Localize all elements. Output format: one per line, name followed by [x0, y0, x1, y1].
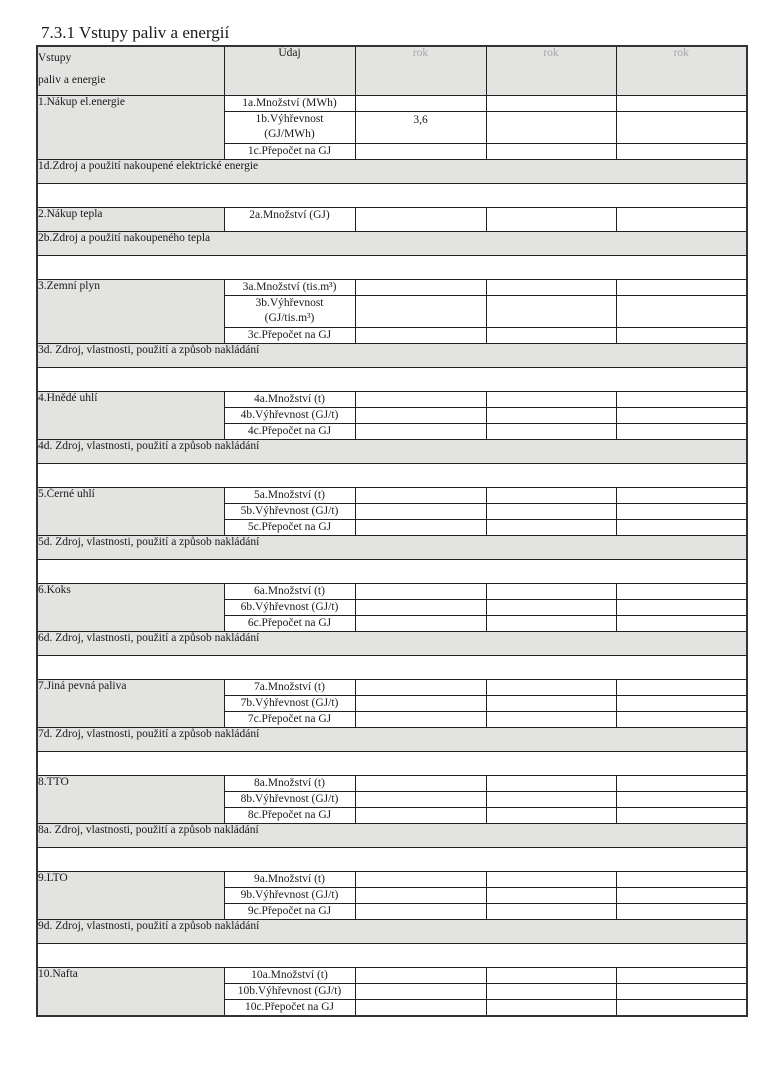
fuel-name: 10.Nafta	[37, 968, 224, 1017]
sub-label: 5b.Výhřevnost (GJ/t)	[224, 504, 355, 520]
value-cell[interactable]	[486, 696, 616, 712]
value-cell[interactable]	[486, 968, 616, 984]
section-heading: 7d. Zdroj, vlastnosti, použití a způsob nakládání	[37, 728, 747, 752]
section-text-field[interactable]	[37, 656, 747, 680]
value-cell[interactable]	[616, 328, 747, 344]
value-cell[interactable]	[616, 96, 747, 112]
table-row	[37, 488, 747, 504]
fuel-name: 2.Nákup tepla	[37, 208, 224, 232]
value-cell[interactable]	[355, 888, 486, 904]
value-cell[interactable]	[355, 328, 486, 344]
value-cell[interactable]	[355, 712, 486, 728]
value-cell[interactable]	[355, 696, 486, 712]
value-cell[interactable]	[616, 808, 747, 824]
value-cell[interactable]	[486, 680, 616, 696]
value-cell[interactable]	[355, 872, 486, 888]
value-cell[interactable]	[355, 280, 486, 296]
section-heading: 2b.Zdroj a použití nakoupeného tepla	[37, 232, 747, 256]
sub-label: 10c.Přepočet na GJ	[224, 1000, 355, 1017]
sub-label: 3c.Přepočet na GJ	[224, 328, 355, 344]
table-row	[37, 680, 747, 696]
value-cell[interactable]	[355, 296, 486, 328]
value-cell[interactable]	[355, 408, 486, 424]
value-cell[interactable]	[486, 792, 616, 808]
section-heading: 5d. Zdroj, vlastnosti, použití a způsob nakládání	[37, 536, 747, 560]
header-inputs-line1: Vstupy	[38, 52, 72, 64]
section-text-field[interactable]	[37, 464, 747, 488]
value-cell[interactable]	[616, 984, 747, 1000]
value-cell[interactable]	[486, 328, 616, 344]
section-heading: 3d. Zdroj, vlastnosti, použití a způsob nakládání	[37, 344, 747, 368]
section-text-field[interactable]	[37, 560, 747, 584]
value-cell[interactable]	[486, 296, 616, 328]
table-row	[37, 280, 747, 296]
value-cell[interactable]	[616, 792, 747, 808]
sub-label-line1: 3b.Výhřevnost	[255, 297, 324, 309]
value-cell[interactable]	[486, 280, 616, 296]
value-cell[interactable]	[616, 680, 747, 696]
value-cell[interactable]	[355, 776, 486, 792]
fuel-name: 9.LTO	[37, 872, 224, 920]
value-cell[interactable]	[355, 968, 486, 984]
value-cell[interactable]	[616, 208, 747, 232]
section-text-field[interactable]	[37, 944, 747, 968]
sub-label-line2: (GJ/MWh)	[264, 128, 315, 140]
header-year-2: rok	[486, 46, 616, 96]
section-heading: 8a. Zdroj, vlastnosti, použití a způsob nakládání	[37, 824, 747, 848]
fuel-name: 4.Hnědé uhlí	[37, 392, 224, 440]
value-cell[interactable]	[355, 808, 486, 824]
table-row	[37, 872, 747, 888]
sub-label	[224, 112, 355, 144]
value-cell[interactable]	[616, 408, 747, 424]
value-cell[interactable]	[355, 1000, 486, 1017]
value-cell[interactable]	[616, 488, 747, 504]
value-cell[interactable]	[486, 904, 616, 920]
value-cell[interactable]	[486, 888, 616, 904]
value-cell[interactable]: 3,6	[355, 112, 486, 144]
sub-label: 1c.Přepočet na GJ	[224, 144, 355, 160]
value-cell[interactable]	[616, 904, 747, 920]
value-cell[interactable]	[616, 424, 747, 440]
fuel-name: 1.Nákup el.energie	[37, 96, 224, 160]
value-cell[interactable]	[486, 112, 616, 144]
value-cell[interactable]	[355, 600, 486, 616]
sub-label: 7c.Přepočet na GJ	[224, 712, 355, 728]
value-cell[interactable]	[616, 600, 747, 616]
sub-label: 5c.Přepočet na GJ	[224, 520, 355, 536]
section-heading: 6d. Zdroj, vlastnosti, použití a způsob nakládání	[37, 632, 747, 656]
table-row	[37, 776, 747, 792]
sub-label: 4b.Výhřevnost (GJ/t)	[224, 408, 355, 424]
value-cell[interactable]	[355, 96, 486, 112]
value-cell[interactable]	[355, 904, 486, 920]
value-cell[interactable]	[616, 968, 747, 984]
sub-label-line1: 1b.Výhřevnost	[255, 113, 324, 125]
table-row	[37, 96, 747, 112]
value-cell[interactable]	[355, 792, 486, 808]
header-year-3: rok	[616, 46, 747, 96]
value-cell[interactable]	[355, 616, 486, 632]
value-cell[interactable]	[486, 424, 616, 440]
section-text-field[interactable]	[37, 848, 747, 872]
value-cell[interactable]	[486, 1000, 616, 1017]
header-inputs-cell	[37, 46, 224, 96]
header-inputs-line2: paliv a energie	[38, 74, 106, 86]
value-cell[interactable]	[355, 504, 486, 520]
value-cell[interactable]	[486, 808, 616, 824]
value-cell[interactable]	[616, 112, 747, 144]
section-text-field[interactable]	[37, 752, 747, 776]
value-cell[interactable]	[616, 504, 747, 520]
sub-label-line2: (GJ/tis.m³)	[264, 312, 315, 324]
sub-label: 10a.Množství (t)	[224, 968, 355, 984]
fuel-name: 3.Zemní plyn	[37, 280, 224, 344]
fuel-energy-input-table	[36, 45, 748, 1017]
sub-label: 7b.Výhřevnost (GJ/t)	[224, 696, 355, 712]
value-cell[interactable]	[486, 584, 616, 600]
header-udaj: Údaj	[224, 46, 355, 96]
fuel-name: 8.TTO	[37, 776, 224, 824]
sub-label: 2a.Množství (GJ)	[224, 208, 355, 232]
sub-label: 3a.Množství (tis.m³)	[224, 280, 355, 296]
value-cell[interactable]	[486, 392, 616, 408]
value-cell[interactable]	[616, 888, 747, 904]
section-heading: 9d. Zdroj, vlastnosti, použití a způsob nakládání	[37, 920, 747, 944]
header-year-1: rok	[355, 46, 486, 96]
value-cell[interactable]	[486, 488, 616, 504]
value-cell[interactable]	[486, 712, 616, 728]
value-cell[interactable]	[355, 680, 486, 696]
value-cell[interactable]	[616, 1000, 747, 1017]
value-cell[interactable]	[355, 144, 486, 160]
value-cell[interactable]	[355, 488, 486, 504]
value-cell[interactable]	[616, 280, 747, 296]
fuel-name: 6.Koks	[37, 584, 224, 632]
table-header-row	[37, 46, 747, 96]
section-text-field[interactable]	[37, 368, 747, 392]
value-cell[interactable]	[486, 520, 616, 536]
sub-label: 4a.Množství (t)	[224, 392, 355, 408]
value-cell[interactable]	[355, 520, 486, 536]
section-text-field[interactable]	[37, 256, 747, 280]
value-cell[interactable]	[616, 296, 747, 328]
value-cell[interactable]	[355, 984, 486, 1000]
value-cell[interactable]	[486, 208, 616, 232]
sub-label: 9a.Množství (t)	[224, 872, 355, 888]
fuel-name: 5.Černé uhlí	[37, 488, 224, 536]
value-cell[interactable]	[486, 96, 616, 112]
fuel-name: 7.Jiná pevná paliva	[37, 680, 224, 728]
value-cell[interactable]	[486, 144, 616, 160]
value-cell[interactable]	[616, 584, 747, 600]
value-cell[interactable]	[616, 616, 747, 632]
value-cell[interactable]	[355, 208, 486, 232]
value-cell[interactable]	[486, 504, 616, 520]
value-cell[interactable]	[616, 872, 747, 888]
value-cell[interactable]	[486, 984, 616, 1000]
value-cell[interactable]	[486, 616, 616, 632]
sub-label: 8b.Výhřevnost (GJ/t)	[224, 792, 355, 808]
sub-label: 10b.Výhřevnost (GJ/t)	[224, 984, 355, 1000]
section-heading: 1d.Zdroj a použití nakoupené elektrické energie	[37, 160, 747, 184]
value-cell[interactable]	[486, 776, 616, 792]
value-cell[interactable]	[616, 520, 747, 536]
sub-label: 5a.Množství (t)	[224, 488, 355, 504]
sub-label: 9b.Výhřevnost (GJ/t)	[224, 888, 355, 904]
sub-label: 9c.Přepočet na GJ	[224, 904, 355, 920]
value-cell[interactable]	[616, 392, 747, 408]
sub-label: 8c.Přepočet na GJ	[224, 808, 355, 824]
value-cell[interactable]	[616, 696, 747, 712]
sub-label: 1a.Množství (MWh)	[224, 96, 355, 112]
section-title: 7.3.1 Vstupy paliv a energií	[41, 23, 230, 42]
sub-label: 7a.Množství (t)	[224, 680, 355, 696]
sub-label: 8a.Množství (t)	[224, 776, 355, 792]
value-cell[interactable]	[355, 584, 486, 600]
value-cell[interactable]	[355, 424, 486, 440]
section-heading: 4d. Zdroj, vlastnosti, použití a způsob nakládání	[37, 440, 747, 464]
table-row	[37, 968, 747, 984]
value-cell[interactable]	[616, 712, 747, 728]
value-cell[interactable]	[616, 144, 747, 160]
value-cell[interactable]	[486, 600, 616, 616]
sub-label: 6a.Množství (t)	[224, 584, 355, 600]
sub-label	[224, 296, 355, 328]
value-cell[interactable]	[486, 872, 616, 888]
sub-label: 6c.Přepočet na GJ	[224, 616, 355, 632]
value-cell[interactable]	[355, 392, 486, 408]
table-row	[37, 392, 747, 408]
value-cell[interactable]	[616, 776, 747, 792]
sub-label: 4c.Přepočet na GJ	[224, 424, 355, 440]
table-row	[37, 208, 747, 232]
section-text-field[interactable]	[37, 184, 747, 208]
sub-label: 6b.Výhřevnost (GJ/t)	[224, 600, 355, 616]
value-cell[interactable]	[486, 408, 616, 424]
table-row	[37, 584, 747, 600]
